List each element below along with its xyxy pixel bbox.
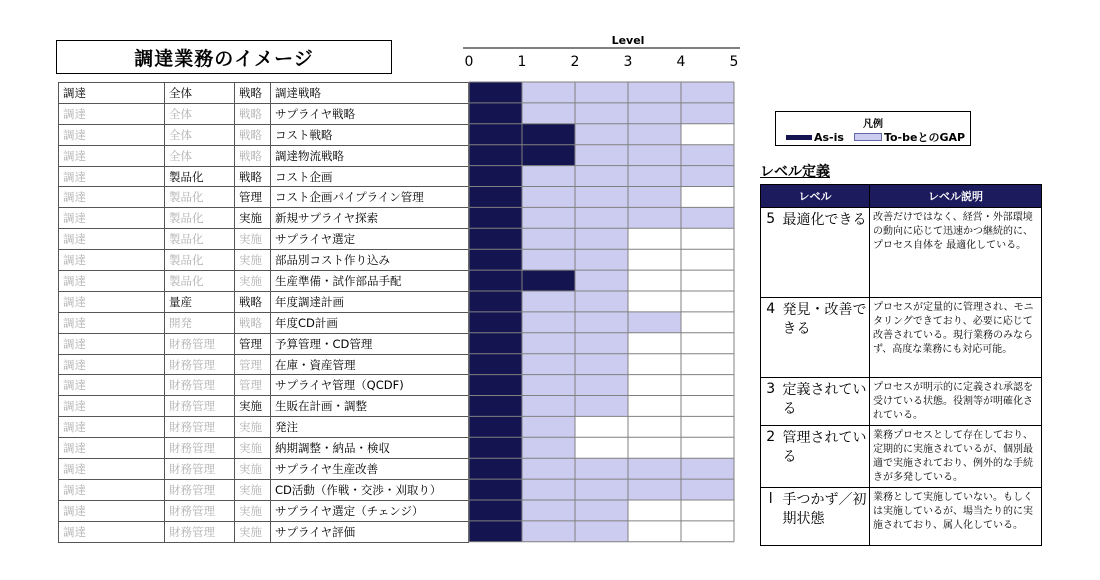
task-cell: 発注 xyxy=(271,417,469,438)
bar-asis xyxy=(469,187,522,208)
bar-asis xyxy=(469,521,522,542)
legend-gap-label: To-beとのGAP xyxy=(883,131,966,144)
task-cell: コスト戦略 xyxy=(271,124,469,145)
task-cell: サプライヤ管理（QCDF) xyxy=(271,375,469,396)
task-cell: 生販在計画・調整 xyxy=(271,396,469,417)
area-cell: 調達 xyxy=(59,229,165,250)
bar-asis xyxy=(469,291,522,312)
chart-title: Level xyxy=(611,34,645,47)
table-row xyxy=(59,208,469,229)
phase-cell: 開発 xyxy=(165,312,235,333)
task-cell: 予算管理・CD管理 xyxy=(271,333,469,354)
phase-cell: 製品化 xyxy=(165,271,235,292)
level-name: 発見・改善できる xyxy=(781,298,870,378)
bar-asis xyxy=(469,396,522,417)
bar-gap xyxy=(522,312,681,333)
table-row xyxy=(59,500,469,521)
task-cell: サプライヤ戦略 xyxy=(271,103,469,124)
task-cell: 調達物流戦略 xyxy=(271,145,469,166)
type-cell: 戦略 xyxy=(235,166,271,187)
table-row xyxy=(59,396,469,417)
table-row xyxy=(59,375,469,396)
area-cell: 調達 xyxy=(59,208,165,229)
phase-cell: 製品化 xyxy=(165,229,235,250)
table-row xyxy=(59,417,469,438)
task-cell: サプライヤ選定（チェンジ） xyxy=(271,500,469,521)
level-description: 業務として実施していない。もしくは実施しているが、場当たり的に実施されており、属人化している。 xyxy=(870,488,1042,546)
type-cell: 実施 xyxy=(235,271,271,292)
area-cell: 調達 xyxy=(59,417,165,438)
table-row xyxy=(59,187,469,208)
legend-title: 凡例 xyxy=(863,119,883,130)
phase-cell: 製品化 xyxy=(165,250,235,271)
type-cell: 戦略 xyxy=(235,291,271,312)
phase-cell: 財務管理 xyxy=(165,354,235,375)
level-name: 手つかず／初期状態 xyxy=(781,488,870,546)
phase-cell: 量産 xyxy=(165,291,235,312)
phase-cell: 財務管理 xyxy=(165,521,235,542)
area-cell: 調達 xyxy=(59,333,165,354)
bar-gap xyxy=(522,437,575,458)
table-row xyxy=(59,354,469,375)
level-definition-table xyxy=(760,184,1042,546)
table-row xyxy=(59,124,469,145)
level-definition-heading: レベル定義 xyxy=(760,164,830,180)
page-title: 調達業務のイメージ xyxy=(56,40,392,74)
phase-cell: 製品化 xyxy=(165,166,235,187)
x-tick-label: 1 xyxy=(517,54,527,70)
table-row xyxy=(59,291,469,312)
bar-asis xyxy=(469,207,522,228)
task-cell: コスト企画 xyxy=(271,166,469,187)
type-cell: 実施 xyxy=(235,438,271,459)
x-tick-label: 5 xyxy=(729,54,739,70)
type-cell: 実施 xyxy=(235,229,271,250)
area-cell: 調達 xyxy=(59,375,165,396)
task-cell: 新規サプライヤ探索 xyxy=(271,208,469,229)
phase-cell: 財務管理 xyxy=(165,417,235,438)
level-name: 管理されている xyxy=(781,426,870,488)
bar-asis xyxy=(469,82,522,103)
level-number: 4 xyxy=(761,298,781,378)
level-row xyxy=(761,208,1042,298)
bar-gap xyxy=(575,270,628,291)
type-cell: 戦略 xyxy=(235,312,271,333)
type-cell: 実施 xyxy=(235,396,271,417)
phase-cell: 全体 xyxy=(165,103,235,124)
bar-asis xyxy=(469,458,522,479)
bar-asis xyxy=(469,500,522,521)
bar-asis xyxy=(469,249,522,270)
table-row xyxy=(59,459,469,480)
task-cell: 調達戦略 xyxy=(271,83,469,104)
type-cell: 戦略 xyxy=(235,83,271,104)
area-cell: 調達 xyxy=(59,291,165,312)
phase-cell: 全体 xyxy=(165,145,235,166)
type-cell: 戦略 xyxy=(235,145,271,166)
area-cell: 調達 xyxy=(59,500,165,521)
type-cell: 実施 xyxy=(235,521,271,542)
table-row xyxy=(59,145,469,166)
x-tick-label: 4 xyxy=(676,54,686,70)
level-number: l xyxy=(761,488,781,546)
area-cell: 調達 xyxy=(59,438,165,459)
area-cell: 調達 xyxy=(59,459,165,480)
legend-asis-label: As-is xyxy=(814,130,844,144)
task-cell: サプライヤ評価 xyxy=(271,521,469,542)
phase-cell: 全体 xyxy=(165,124,235,145)
table-row xyxy=(59,83,469,104)
area-cell: 調達 xyxy=(59,271,165,292)
phase-cell: 製品化 xyxy=(165,208,235,229)
area-cell: 調達 xyxy=(59,396,165,417)
phase-cell: 財務管理 xyxy=(165,333,235,354)
table-row xyxy=(59,479,469,500)
phase-cell: 財務管理 xyxy=(165,438,235,459)
bar-gap xyxy=(522,416,575,437)
type-cell: 管理 xyxy=(235,333,271,354)
task-cell: 年度調達計画 xyxy=(271,291,469,312)
area-cell: 調達 xyxy=(59,479,165,500)
task-cell: CD活動（作戦・交渉・刈取り） xyxy=(271,479,469,500)
bar-asis xyxy=(469,416,522,437)
phase-cell: 財務管理 xyxy=(165,375,235,396)
task-cell: サプライヤ選定 xyxy=(271,229,469,250)
level-description: プロセスが定量的に管理され、モニタリングできており、必要に応じて改善されている。現行業務のみならず、高度な業務にも対応可能。 xyxy=(870,298,1042,378)
type-cell: 戦略 xyxy=(235,103,271,124)
legend-gap-swatch xyxy=(854,133,882,141)
type-cell: 実施 xyxy=(235,500,271,521)
x-tick-label: 2 xyxy=(570,54,580,70)
level-description: 改善だけではなく、経営・外部環境の動向に応じて迅速かつ継続的に、プロセス自体を 最適化している。 xyxy=(870,208,1042,298)
phase-cell: 財務管理 xyxy=(165,396,235,417)
table-row xyxy=(59,271,469,292)
table-row xyxy=(59,250,469,271)
legend xyxy=(775,111,971,146)
task-cell: サプライヤ生産改善 xyxy=(271,459,469,480)
level-description: プロセスが明示的に定義され承認を受けている状態。役割等が明確化されている。 xyxy=(870,378,1042,426)
task-cell: 部品別コスト作り込み xyxy=(271,250,469,271)
bar-gap xyxy=(522,187,681,208)
x-tick-label: 0 xyxy=(464,54,474,70)
bar-asis xyxy=(469,228,522,249)
task-cell: コスト企画パイプライン管理 xyxy=(271,187,469,208)
type-cell: 管理 xyxy=(235,375,271,396)
level-row xyxy=(761,298,1042,378)
type-cell: 管理 xyxy=(235,187,271,208)
bar-asis xyxy=(469,354,522,375)
col-desc-header: レベル説明 xyxy=(870,185,1042,208)
level-row xyxy=(761,378,1042,426)
area-cell: 調達 xyxy=(59,250,165,271)
type-cell: 戦略 xyxy=(235,124,271,145)
type-cell: 実施 xyxy=(235,208,271,229)
table-row xyxy=(59,438,469,459)
bar-asis xyxy=(469,166,522,187)
phase-cell: 財務管理 xyxy=(165,479,235,500)
type-cell: 実施 xyxy=(235,479,271,500)
bar-asis xyxy=(469,312,522,333)
task-cell: 納期調整・納品・検収 xyxy=(271,438,469,459)
area-cell: 調達 xyxy=(59,521,165,542)
x-tick-label: 3 xyxy=(623,54,633,70)
phase-cell: 全体 xyxy=(165,83,235,104)
legend-asis-swatch xyxy=(786,135,812,140)
level-name: 最適化できる xyxy=(781,208,870,298)
table-row xyxy=(59,312,469,333)
col-level-header: レベル xyxy=(761,185,870,208)
type-cell: 実施 xyxy=(235,417,271,438)
level-row xyxy=(761,426,1042,488)
table-row xyxy=(59,521,469,542)
table-row xyxy=(59,333,469,354)
level-description: 業務プロセスとして存在しており、定期的に実施されているが、個別最適で実施されており、例外的な手続きが多発している。 xyxy=(870,426,1042,488)
bar-gap xyxy=(575,145,734,166)
area-cell: 調達 xyxy=(59,187,165,208)
level-row xyxy=(761,488,1042,546)
area-cell: 調達 xyxy=(59,83,165,104)
type-cell: 実施 xyxy=(235,250,271,271)
table-row xyxy=(59,229,469,250)
area-cell: 調達 xyxy=(59,145,165,166)
task-cell: 生産準備・試作部品手配 xyxy=(271,271,469,292)
area-cell: 調達 xyxy=(59,103,165,124)
phase-cell: 財務管理 xyxy=(165,500,235,521)
phase-cell: 製品化 xyxy=(165,187,235,208)
bar-asis xyxy=(469,437,522,458)
level-number: 3 xyxy=(761,378,781,426)
table-row xyxy=(59,103,469,124)
task-table xyxy=(58,82,469,543)
bar-asis xyxy=(469,103,522,124)
area-cell: 調達 xyxy=(59,166,165,187)
phase-cell: 財務管理 xyxy=(165,459,235,480)
area-cell: 調達 xyxy=(59,312,165,333)
area-cell: 調達 xyxy=(59,124,165,145)
level-number: 5 xyxy=(761,208,781,298)
bar-asis xyxy=(469,333,522,354)
table-row xyxy=(59,166,469,187)
type-cell: 管理 xyxy=(235,354,271,375)
level-chart xyxy=(455,28,755,548)
type-cell: 実施 xyxy=(235,459,271,480)
task-cell: 年度CD計画 xyxy=(271,312,469,333)
level-number: 2 xyxy=(761,426,781,488)
task-cell: 在庫・資産管理 xyxy=(271,354,469,375)
bar-asis xyxy=(469,479,522,500)
area-cell: 調達 xyxy=(59,354,165,375)
bar-asis xyxy=(469,375,522,396)
level-name: 定義されている xyxy=(781,378,870,426)
